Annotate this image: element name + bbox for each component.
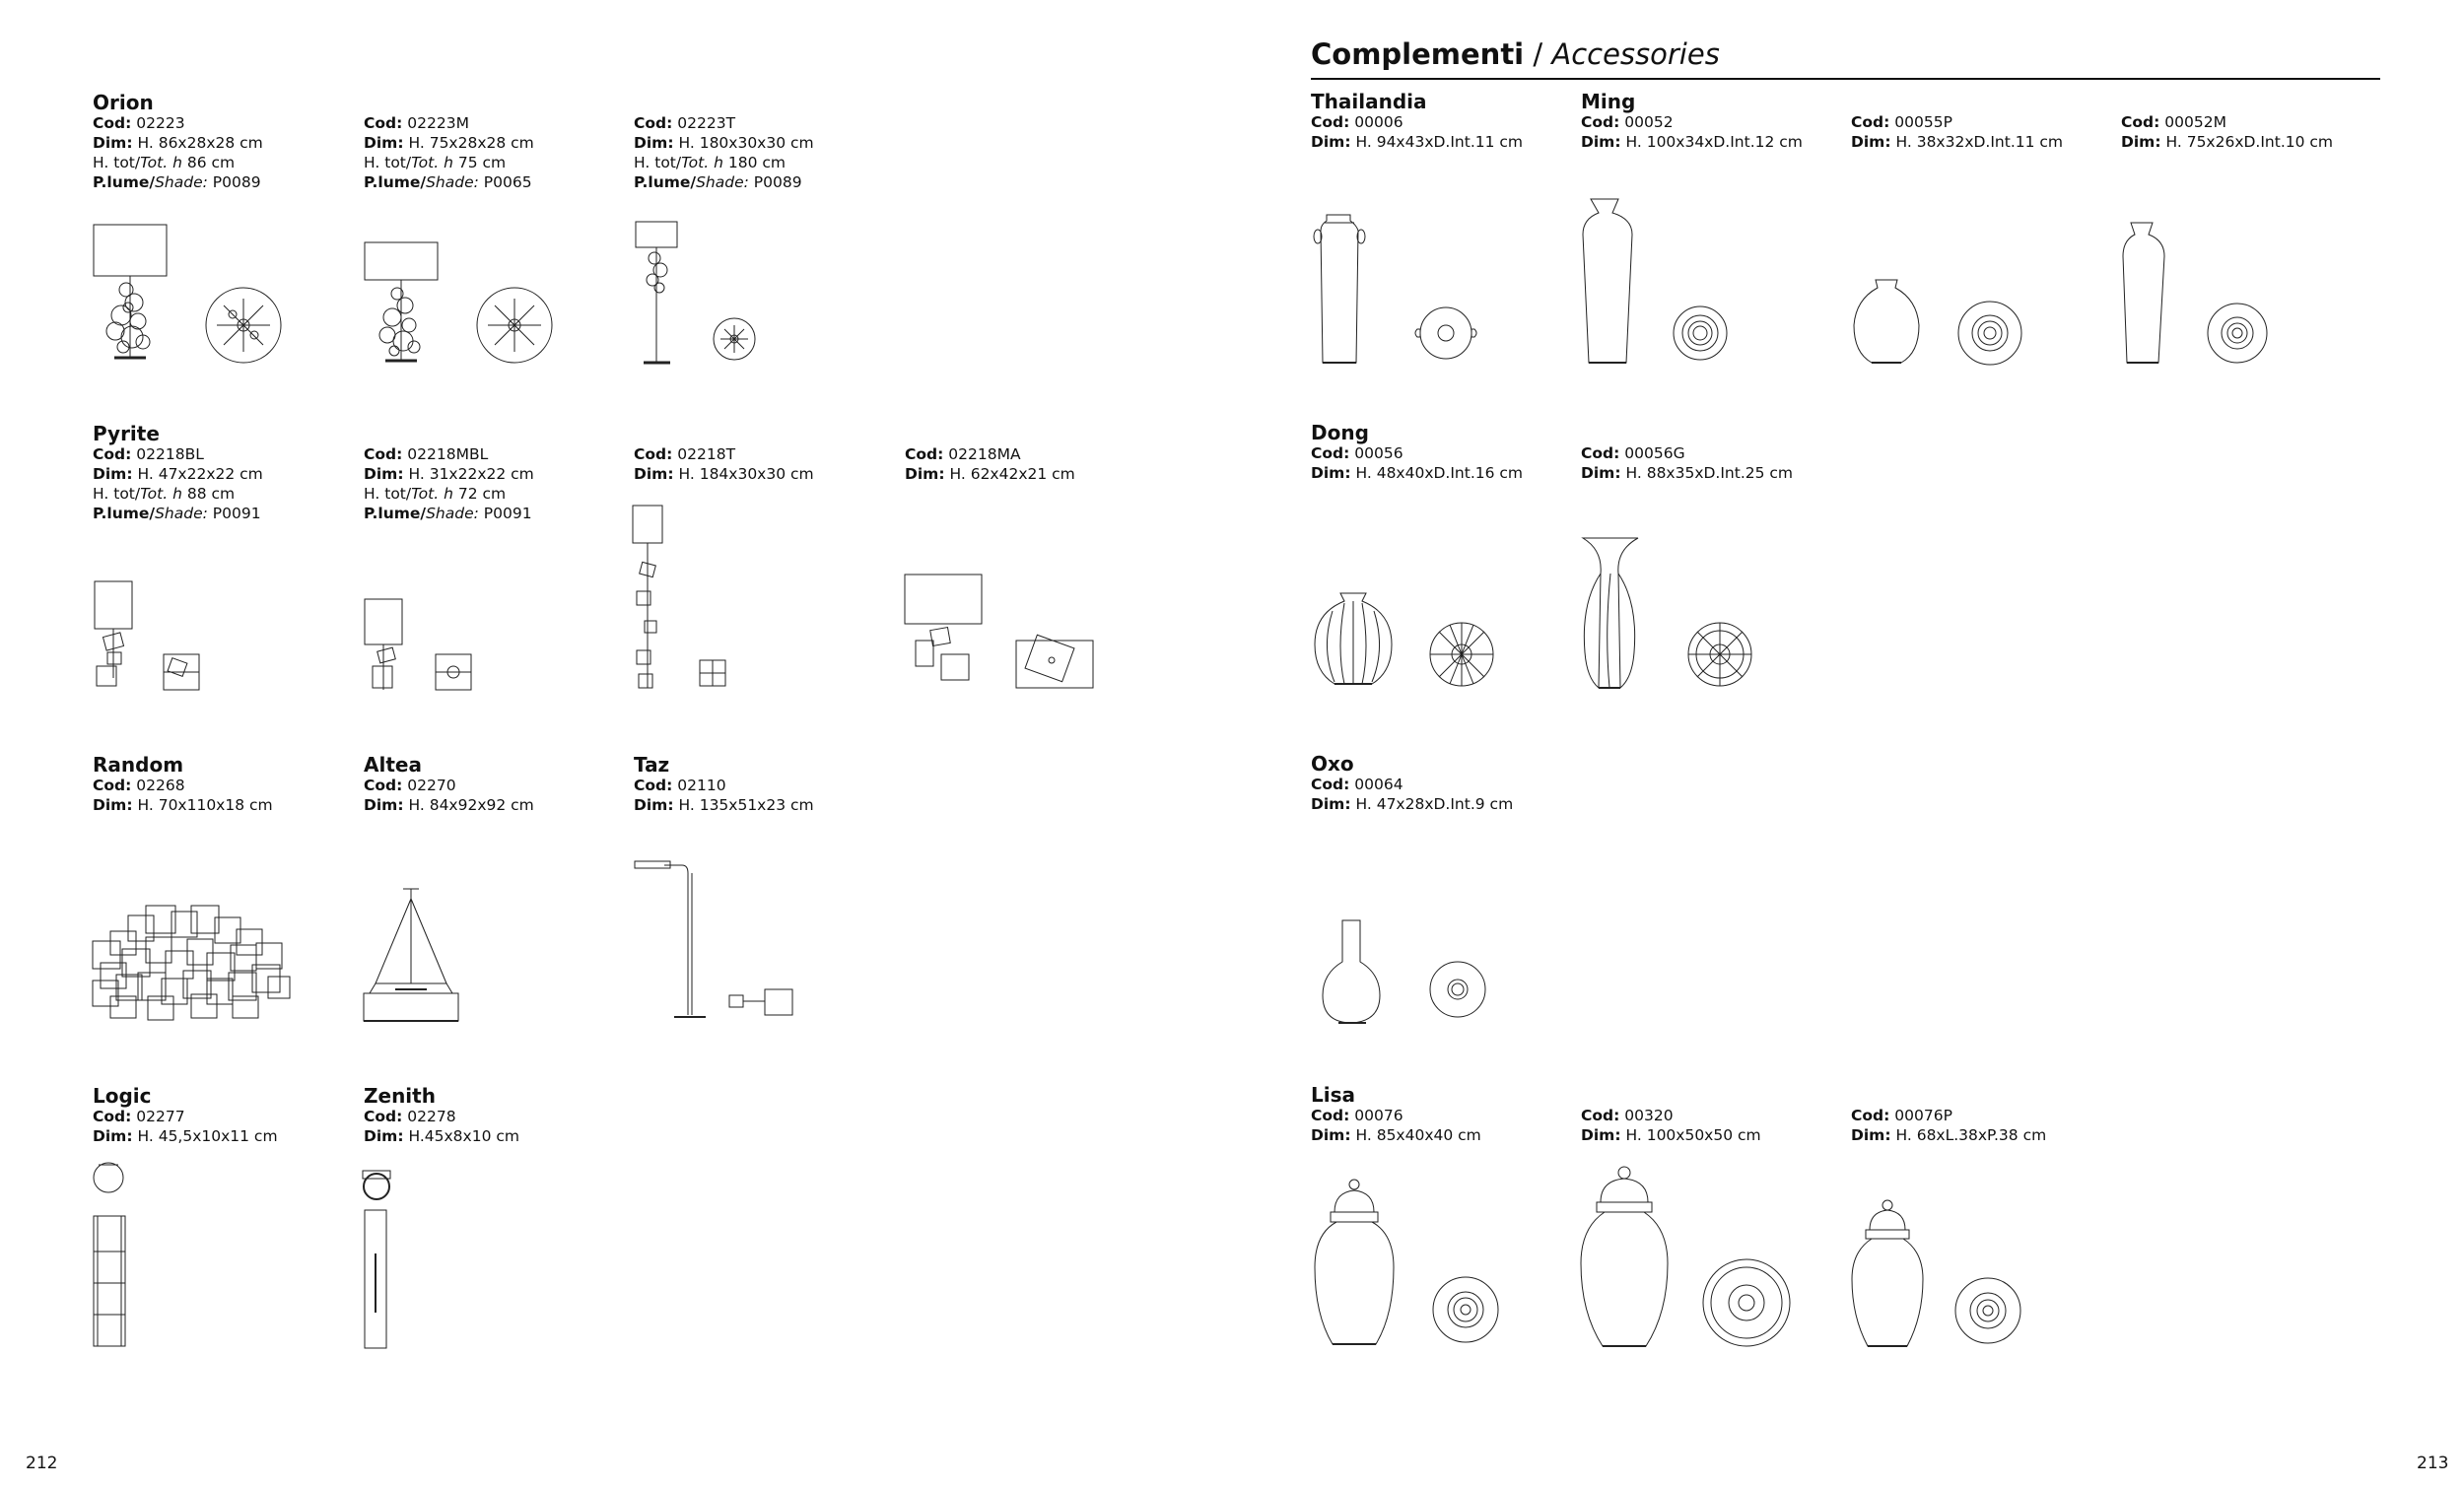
product-ming-00052m: Cod: 00052M Dim: H. 75x26xD.Int.10 cm <box>2121 113 2334 151</box>
product-dimensions: H. 31x22x22 cm <box>408 465 534 483</box>
section-title: Complementi / Accessories <box>1311 37 1720 71</box>
product-dimensions: H. 135x51x23 cm <box>678 796 814 814</box>
product-name: Zenith <box>364 1084 436 1108</box>
product-thailandia-00006: Thailandia Cod: 00006 Dim: H. 94x43xD.Int.11 cm <box>1311 90 1524 151</box>
product-code: 00320 <box>1624 1107 1674 1124</box>
dong-vase-drawing <box>1311 589 1508 688</box>
taz-floor-lamp-drawing <box>631 857 798 1025</box>
product-dimensions: H. 100x50x50 cm <box>1625 1126 1761 1144</box>
product-ming-00052: Ming Cod: 00052 Dim: H. 100x34xD.Int.12 cm <box>1581 90 1803 151</box>
page-number: 213 <box>2417 1454 2449 1473</box>
product-taz-02110: Taz Cod: 02110 Dim: H. 135x51x23 cm <box>634 753 814 814</box>
product-dimensions: H. 48x40xD.Int.16 cm <box>1355 464 1524 482</box>
product-code: 02268 <box>136 777 185 794</box>
product-dimensions: H. 184x30x30 cm <box>678 465 814 483</box>
product-dimensions: H.45x8x10 cm <box>408 1127 519 1145</box>
product-code: 00076 <box>1354 1107 1403 1124</box>
product-pyrite-02218bl: Pyrite Cod: 02218BL Dim: H. 47x22x22 cm H. tot/Tot. h 88 cm P.lume/Shade: P0091 <box>93 422 263 522</box>
right-page <box>1232 0 2464 1489</box>
product-lisa-00076: Lisa Cod: 00076 Dim: H. 85x40x40 cm <box>1311 1083 1481 1144</box>
altea-pendant-drawing <box>360 885 468 1028</box>
product-code: 00006 <box>1354 113 1403 131</box>
product-dimensions: H. 75x28x28 cm <box>408 134 534 152</box>
logic-wall-lamp-drawing <box>87 1161 136 1353</box>
product-name: Taz <box>634 753 670 777</box>
product-name: Logic <box>93 1084 152 1108</box>
product-dimensions: H. 38x32xD.Int.11 cm <box>1895 133 2064 151</box>
product-code: 02278 <box>407 1108 456 1125</box>
total-height: 88 cm <box>186 485 236 503</box>
product-random-02268: Random Cod: 02268 Dim: H. 70x110x18 cm <box>93 753 273 814</box>
product-ming-00055p: Cod: 00055P Dim: H. 38x32xD.Int.11 cm <box>1851 113 2064 151</box>
orion-table-lamp-drawing <box>89 219 286 367</box>
ming-small-vase-drawing <box>1848 276 2045 370</box>
product-dimensions: H. 47x28xD.Int.9 cm <box>1355 795 1514 813</box>
total-height: 72 cm <box>457 485 507 503</box>
product-lisa-00076p: Cod: 00076P Dim: H. 68xL.38xP.38 cm <box>1851 1107 2047 1144</box>
product-name: Thailandia <box>1311 90 1427 113</box>
total-height: 86 cm <box>186 154 236 171</box>
random-wall-lamp-drawing <box>89 902 296 1025</box>
thailandia-vase-drawing <box>1311 209 1508 367</box>
product-code: 00064 <box>1354 776 1403 793</box>
zenith-wall-lamp-drawing <box>357 1165 406 1357</box>
shade-code: P0089 <box>212 173 261 191</box>
product-oxo-00064: Oxo Cod: 00064 Dim: H. 47x28xD.Int.9 cm <box>1311 752 1514 813</box>
product-name: Ming <box>1581 90 1636 113</box>
total-height: 75 cm <box>457 154 507 171</box>
product-name: Orion <box>93 91 154 114</box>
product-dimensions: H. 62x42x21 cm <box>949 465 1075 483</box>
dong-large-vase-drawing <box>1577 534 1794 692</box>
product-code: 00052M <box>2164 113 2226 131</box>
product-altea-02270: Altea Cod: 02270 Dim: H. 84x92x92 cm <box>364 753 534 814</box>
lisa-jar-drawing <box>1311 1177 1508 1354</box>
product-dimensions: H. 45,5x10x11 cm <box>137 1127 278 1145</box>
product-dimensions: H. 86x28x28 cm <box>137 134 263 152</box>
product-pyrite-02218ma: Cod: 02218MA Dim: H. 62x42x21 cm <box>905 445 1075 483</box>
product-orion-02223: Orion Cod: 02223 Dim: H. 86x28x28 cm H. tot/Tot. h 86 cm P.lume/Shade: P0089 <box>93 91 263 191</box>
product-code: 02110 <box>677 777 726 794</box>
section-divider <box>1311 78 2380 80</box>
product-name: Dong <box>1311 421 1369 444</box>
page-number: 212 <box>26 1454 58 1473</box>
product-pyrite-02218t: Cod: 02218T Dim: H. 184x30x30 cm <box>634 445 814 483</box>
product-dimensions: H. 94x43xD.Int.11 cm <box>1355 133 1524 151</box>
lisa-large-jar-drawing <box>1577 1165 1804 1354</box>
shade-code: P0091 <box>483 505 532 522</box>
product-code: 00056 <box>1354 444 1403 462</box>
product-code: 00052 <box>1624 113 1674 131</box>
product-name: Pyrite <box>93 422 160 445</box>
lisa-small-jar-drawing <box>1848 1198 2045 1354</box>
product-dimensions: H. 180x30x30 cm <box>678 134 814 152</box>
product-dimensions: H. 85x40x40 cm <box>1355 1126 1481 1144</box>
product-dong-00056g: Cod: 00056G Dim: H. 88x35xD.Int.25 cm <box>1581 444 1794 482</box>
orion-medium-lamp-drawing <box>360 237 557 370</box>
pyrite-table-lamp-drawing <box>91 575 209 694</box>
product-name: Random <box>93 753 184 777</box>
product-code: 00056G <box>1624 444 1685 462</box>
product-dimensions: H. 70x110x18 cm <box>137 796 273 814</box>
product-code: 02218MBL <box>407 445 489 463</box>
product-code: 00055P <box>1894 113 1952 131</box>
product-zenith-02278: Zenith Cod: 02278 Dim: H.45x8x10 cm <box>364 1084 519 1145</box>
orion-floor-lamp-drawing <box>631 219 769 367</box>
product-dimensions: H. 68xL.38xP.38 cm <box>1895 1126 2047 1144</box>
product-pyrite-02218mbl: Cod: 02218MBL Dim: H. 31x22x22 cm H. tot/Tot. h 72 cm P.lume/Shade: P0091 <box>364 445 534 522</box>
product-name: Altea <box>364 753 422 777</box>
product-code: 00076P <box>1894 1107 1952 1124</box>
shade-code: P0089 <box>753 173 802 191</box>
product-dimensions: H. 84x92x92 cm <box>408 796 534 814</box>
product-code: 02223T <box>677 114 736 132</box>
product-code: 02218T <box>677 445 736 463</box>
product-name: Lisa <box>1311 1083 1355 1107</box>
product-name: Oxo <box>1311 752 1354 776</box>
product-code: 02218MA <box>948 445 1021 463</box>
product-orion-02223m: Cod: 02223M Dim: H. 75x28x28 cm H. tot/Tot. h 75 cm P.lume/Shade: P0065 <box>364 114 534 191</box>
total-height: 180 cm <box>727 154 786 171</box>
product-code: 02218BL <box>136 445 204 463</box>
pyrite-wall-lamp-drawing <box>902 572 1099 695</box>
product-dimensions: H. 47x22x22 cm <box>137 465 263 483</box>
product-dong-00056: Dong Cod: 00056 Dim: H. 48x40xD.Int.16 cm <box>1311 421 1524 482</box>
shade-code: P0065 <box>483 173 532 191</box>
product-code: 02270 <box>407 777 456 794</box>
oxo-vase-drawing <box>1311 916 1508 1027</box>
product-logic-02277: Logic Cod: 02277 Dim: H. 45,5x10x11 cm <box>93 1084 278 1145</box>
product-dimensions: H. 88x35xD.Int.25 cm <box>1625 464 1794 482</box>
product-orion-02223t: Cod: 02223T Dim: H. 180x30x30 cm H. tot/Tot. h 180 cm P.lume/Shade: P0089 <box>634 114 814 191</box>
ming-medium-vase-drawing <box>2119 219 2316 372</box>
product-lisa-00320: Cod: 00320 Dim: H. 100x50x50 cm <box>1581 1107 1761 1144</box>
shade-code: P0091 <box>212 505 261 522</box>
ming-vase-drawing <box>1577 195 1794 368</box>
product-code: 02223M <box>407 114 469 132</box>
pyrite-medium-lamp-drawing <box>361 593 479 697</box>
product-dimensions: H. 75x26xD.Int.10 cm <box>2165 133 2334 151</box>
pyrite-floor-lamp-drawing <box>631 503 739 695</box>
product-code: 02277 <box>136 1108 185 1125</box>
product-code: 02223 <box>136 114 185 132</box>
product-dimensions: H. 100x34xD.Int.12 cm <box>1625 133 1803 151</box>
